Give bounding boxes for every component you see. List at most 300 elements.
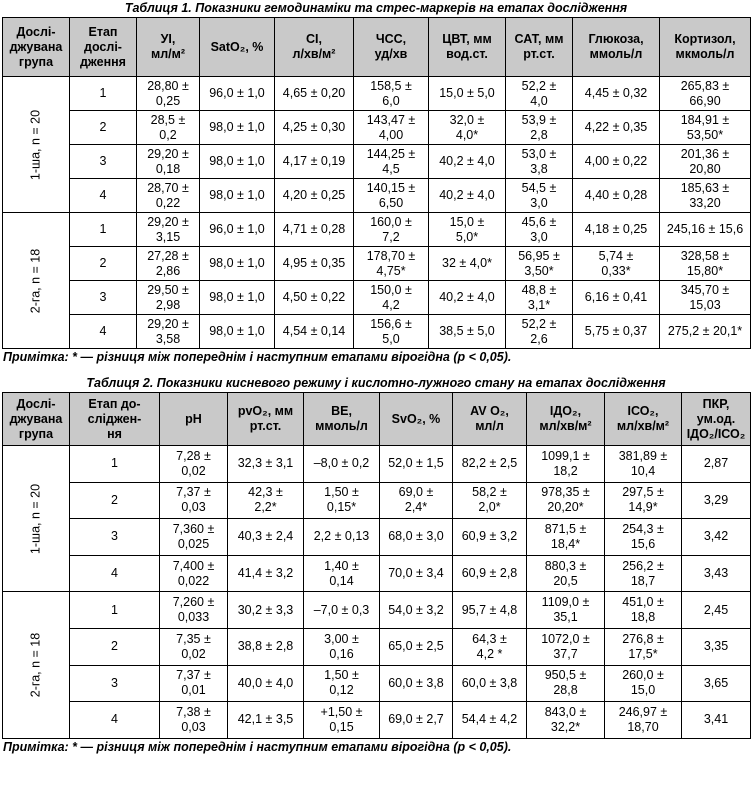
table-row	[3, 247, 751, 281]
stage-cell	[70, 111, 137, 145]
value-text: 53,9 ± 2,8	[521, 112, 557, 142]
stage-cell	[70, 519, 160, 556]
value-text: 7,35 ± 0,02	[176, 631, 211, 661]
value-cell	[228, 665, 304, 702]
stage-number: 4	[111, 712, 118, 727]
value-cell	[506, 77, 573, 111]
value-cell	[660, 315, 751, 349]
value-cell	[527, 482, 605, 519]
stage-number: 3	[99, 290, 107, 304]
value-cell	[380, 446, 453, 483]
value-cell	[605, 482, 682, 519]
table-row	[3, 446, 751, 483]
value-cell	[137, 111, 200, 145]
stage-cell	[70, 179, 137, 213]
value-cell	[605, 628, 682, 665]
table2-header-be: ВЕ, ммоль/л	[304, 393, 380, 446]
value-text: 184,91 ± 53,50*	[680, 112, 730, 142]
value-text: 156,6 ± 5,0	[370, 316, 412, 346]
value-text: 52,2 ± 2,6	[521, 316, 557, 346]
value-cell	[682, 665, 751, 702]
value-text: 4,65 ± 0,20	[282, 86, 346, 100]
value-text: 245,16 ± 15,6	[666, 222, 744, 236]
value-text: 58,2 ± 2,0*	[472, 485, 507, 515]
value-text: 143,47 ± 4,00	[366, 112, 416, 142]
table2	[2, 392, 751, 739]
table1-note: Примітка: * — різниця між попереднім і наступним етапами вірогідна (р < 0,05).	[3, 350, 512, 364]
value-text: 3,43	[703, 566, 729, 581]
value-cell	[682, 482, 751, 519]
table1-header-ui: УІ, мл/м²	[137, 18, 200, 77]
value-text: 38,5 ± 5,0	[439, 324, 495, 338]
table2-header-pkr: ПКР, ум.од. ІДО₂/ІСО₂	[682, 393, 751, 446]
value-text: 60,0 ± 3,8	[388, 675, 444, 690]
value-text: 98,0 ± 1,0	[209, 324, 265, 338]
table1-caption: Таблиця 1. Показники гемодинаміки та стрес-маркерів на етапах дослідження	[124, 1, 628, 15]
value-cell	[527, 519, 605, 556]
value-text: 60,9 ± 3,2	[461, 529, 518, 544]
stage-number: 2	[111, 639, 118, 654]
value-cell	[354, 281, 429, 315]
table1-header-row	[3, 18, 751, 77]
value-cell	[573, 145, 660, 179]
value-text: 2,2 ± 0,13	[313, 529, 370, 544]
value-text: 98,0 ± 1,0	[209, 120, 265, 134]
value-text: 70,0 ± 3,4	[388, 566, 444, 581]
value-text: 4,20 ± 0,25	[282, 188, 346, 202]
value-cell	[275, 213, 354, 247]
value-text: 96,0 ± 1,0	[209, 86, 265, 100]
value-text: 69,0 ± 2,7	[388, 712, 444, 727]
value-cell	[200, 315, 275, 349]
value-cell	[682, 628, 751, 665]
value-text: 1,40 ± 0,14	[324, 558, 359, 588]
value-cell	[682, 702, 751, 739]
value-cell	[573, 315, 660, 349]
value-text: 29,20 ± 0,18	[147, 146, 189, 176]
table2-caption: Таблиця 2. Показники кисневого режиму і кислотно-лужного стану на етапах дослідження	[86, 376, 666, 390]
value-text: 880,3 ± 20,5	[544, 558, 587, 588]
value-cell	[137, 213, 200, 247]
value-text: 345,70 ± 15,03	[680, 282, 730, 312]
stage-number: 2	[111, 492, 118, 507]
value-text: 2,45	[703, 602, 729, 617]
value-text: 140,15 ± 6,50	[366, 180, 416, 210]
value-cell	[137, 179, 200, 213]
stage-number: 1	[99, 222, 107, 236]
value-text: 4,95 ± 0,35	[282, 256, 346, 270]
stage-cell	[70, 446, 160, 483]
value-text: 7,37 ± 0,01	[176, 668, 211, 698]
value-cell	[429, 111, 506, 145]
table1-header-map: САТ, мм рт.ст.	[506, 18, 573, 77]
stage-number: 3	[111, 529, 118, 544]
value-text: 40,2 ± 4,0	[439, 290, 495, 304]
value-text: 4,00 ± 0,22	[584, 154, 648, 168]
value-cell	[380, 555, 453, 592]
value-cell	[275, 281, 354, 315]
value-text: 53,0 ± 3,8	[521, 146, 557, 176]
value-cell	[453, 665, 527, 702]
value-text: 4,18 ± 0,25	[584, 222, 648, 236]
stage-number: 2	[99, 120, 107, 134]
value-text: 54,0 ± 3,2	[388, 602, 444, 617]
value-text: 98,0 ± 1,0	[209, 290, 265, 304]
value-text: 3,35	[703, 639, 729, 654]
value-text: 30,2 ± 3,3	[237, 602, 294, 617]
value-text: 4,71 ± 0,28	[282, 222, 346, 236]
stage-cell	[70, 213, 137, 247]
value-text: 32 ± 4,0*	[442, 256, 492, 270]
value-cell	[275, 179, 354, 213]
group-label-cell	[3, 592, 70, 738]
value-cell	[160, 482, 228, 519]
value-text: 29,50 ± 2,98	[147, 282, 189, 312]
value-cell	[660, 77, 751, 111]
value-cell	[527, 702, 605, 739]
value-text: 275,2 ± 20,1*	[667, 324, 743, 338]
stage-cell	[70, 77, 137, 111]
value-cell	[682, 446, 751, 483]
table-row	[3, 665, 751, 702]
value-text: 32,0 ± 4,0*	[449, 112, 485, 142]
value-cell	[200, 213, 275, 247]
value-cell	[527, 592, 605, 629]
value-cell	[228, 702, 304, 739]
value-text: 42,1 ± 3,5	[237, 712, 294, 727]
table-row	[3, 145, 751, 179]
value-cell	[354, 179, 429, 213]
stage-cell	[70, 145, 137, 179]
value-text: 4,54 ± 0,14	[282, 324, 346, 338]
stage-cell	[70, 628, 160, 665]
value-cell	[275, 315, 354, 349]
value-cell	[660, 111, 751, 145]
table1-header-glucose: Глюкоза, ммоль/л	[573, 18, 660, 77]
table2-note: Примітка: * — різниця між попереднім і наступним етапами вірогідна (р < 0,05).	[3, 739, 512, 754]
value-cell	[527, 555, 605, 592]
stage-cell	[70, 665, 160, 702]
value-text: 41,4 ± 3,2	[237, 566, 294, 581]
table-row	[3, 281, 751, 315]
value-text: 60,0 ± 3,8	[461, 675, 518, 690]
table2-header-ico2: ІСО₂, мл/хв/м²	[605, 393, 682, 446]
value-cell	[506, 315, 573, 349]
value-cell	[275, 77, 354, 111]
value-text: 160,0 ± 7,2	[370, 214, 412, 244]
group-label-cell	[3, 77, 70, 213]
value-cell	[573, 179, 660, 213]
value-cell	[660, 213, 751, 247]
value-cell	[660, 179, 751, 213]
table-row	[3, 702, 751, 739]
value-cell	[354, 315, 429, 349]
value-cell	[573, 281, 660, 315]
value-cell	[429, 281, 506, 315]
value-cell	[200, 247, 275, 281]
value-text: 54,4 ± 4,2	[461, 712, 518, 727]
value-text: 254,3 ± 15,6	[622, 521, 664, 551]
value-cell	[429, 315, 506, 349]
table-row	[3, 628, 751, 665]
value-cell	[682, 592, 751, 629]
value-cell	[200, 77, 275, 111]
value-text: –7,0 ± 0,3	[313, 602, 370, 617]
table1-header-sato2: SatO₂, %	[200, 18, 275, 77]
value-text: 265,83 ± 66,90	[680, 78, 730, 108]
value-text: 7,38 ± 0,03	[176, 704, 211, 734]
stage-number: 1	[111, 602, 118, 617]
value-text: 15,0 ± 5,0*	[449, 214, 485, 244]
value-cell	[605, 592, 682, 629]
value-cell	[453, 446, 527, 483]
table-row	[3, 213, 751, 247]
stage-number: 4	[111, 566, 118, 581]
value-cell	[304, 555, 380, 592]
value-text: 950,5 ± 28,8	[544, 668, 587, 698]
value-cell	[160, 702, 228, 739]
value-text: 2,87	[703, 456, 729, 471]
value-text: 4,25 ± 0,30	[282, 120, 346, 134]
value-text: 28,80 ± 0,25	[147, 78, 189, 108]
value-cell	[275, 247, 354, 281]
value-text: 98,0 ± 1,0	[209, 188, 265, 202]
value-text: 82,2 ± 2,5	[461, 456, 518, 471]
group-label: 1-ша, n = 20	[28, 109, 43, 180]
value-text: 96,0 ± 1,0	[209, 222, 265, 236]
value-cell	[160, 555, 228, 592]
value-cell	[354, 111, 429, 145]
value-text: 4,22 ± 0,35	[584, 120, 648, 134]
value-text: 4,40 ± 0,28	[584, 188, 648, 202]
stage-number: 4	[99, 188, 107, 202]
value-text: 1099,1 ± 18,2	[541, 448, 590, 478]
stage-number: 3	[111, 675, 118, 690]
value-text: 28,5 ± 0,2	[150, 112, 186, 142]
stage-number: 1	[99, 86, 107, 100]
value-text: 381,89 ± 10,4	[618, 448, 668, 478]
stage-cell	[70, 281, 137, 315]
value-cell	[429, 247, 506, 281]
stage-number: 1	[111, 456, 118, 471]
value-text: 150,0 ± 4,2	[370, 282, 412, 312]
value-cell	[453, 702, 527, 739]
table-row	[3, 179, 751, 213]
value-text: 29,20 ± 3,15	[147, 214, 189, 244]
value-text: 843,0 ± 32,2*	[544, 704, 587, 734]
value-text: 3,41	[703, 712, 729, 727]
value-cell	[380, 592, 453, 629]
value-cell	[354, 247, 429, 281]
value-cell	[660, 281, 751, 315]
value-cell	[380, 519, 453, 556]
value-text: 38,8 ± 2,8	[237, 639, 294, 654]
value-cell	[660, 247, 751, 281]
stage-number: 4	[99, 324, 107, 338]
table-row	[3, 77, 751, 111]
value-text: 60,9 ± 2,8	[461, 566, 518, 581]
table2-body	[3, 446, 751, 739]
table2-header-avo2: AV O₂, мл/л	[453, 393, 527, 446]
value-text: 7,360 ± 0,025	[172, 521, 215, 551]
value-cell	[228, 592, 304, 629]
value-cell	[453, 628, 527, 665]
value-text: 4,45 ± 0,32	[584, 86, 648, 100]
value-text: 68,0 ± 3,0	[388, 529, 444, 544]
value-cell	[160, 446, 228, 483]
value-cell	[605, 702, 682, 739]
value-cell	[200, 281, 275, 315]
value-cell	[200, 179, 275, 213]
value-cell	[304, 592, 380, 629]
value-cell	[453, 555, 527, 592]
value-text: 1,50 ± 0,12	[324, 668, 359, 698]
table1-header-group: Дослі- джувана група	[3, 18, 70, 77]
value-text: 7,28 ± 0,02	[176, 448, 211, 478]
value-text: 978,35 ± 20,20*	[541, 485, 590, 515]
value-text: 40,2 ± 4,0	[439, 154, 495, 168]
value-cell	[605, 519, 682, 556]
value-cell	[573, 111, 660, 145]
table-row	[3, 111, 751, 145]
value-cell	[453, 592, 527, 629]
value-cell	[429, 77, 506, 111]
value-cell	[137, 281, 200, 315]
table-row	[3, 592, 751, 629]
value-text: 40,3 ± 2,4	[237, 529, 294, 544]
value-cell	[527, 628, 605, 665]
value-text: 95,7 ± 4,8	[461, 602, 518, 617]
value-text: 54,5 ± 3,0	[521, 180, 557, 210]
value-cell	[275, 145, 354, 179]
value-cell	[380, 482, 453, 519]
value-cell	[354, 77, 429, 111]
value-cell	[228, 628, 304, 665]
value-text: 98,0 ± 1,0	[209, 256, 265, 270]
value-cell	[506, 145, 573, 179]
value-cell	[380, 628, 453, 665]
value-cell	[304, 665, 380, 702]
value-cell	[429, 145, 506, 179]
value-text: 42,3 ± 2,2*	[248, 485, 283, 515]
value-cell	[506, 179, 573, 213]
value-cell	[304, 519, 380, 556]
value-cell	[228, 482, 304, 519]
value-cell	[506, 281, 573, 315]
value-cell	[506, 111, 573, 145]
value-text: 1109,0 ± 35,1	[541, 595, 590, 625]
table-row	[3, 482, 751, 519]
value-cell	[506, 213, 573, 247]
value-cell	[304, 628, 380, 665]
value-text: 56,95 ± 3,50*	[518, 248, 560, 278]
table2-header-row	[3, 393, 751, 446]
value-text: 69,0 ± 2,4*	[398, 485, 434, 515]
value-text: 158,5 ± 6,0	[370, 78, 412, 108]
value-text: 64,3 ± 4,2 *	[472, 631, 507, 661]
value-cell	[137, 247, 200, 281]
stage-cell	[70, 592, 160, 629]
stage-cell	[70, 315, 137, 349]
group-label: 2-га, n = 18	[28, 248, 43, 313]
value-text: 40,0 ± 4,0	[237, 675, 294, 690]
value-text: 178,70 ± 4,75*	[366, 248, 416, 278]
group-label: 2-га, n = 18	[28, 632, 43, 698]
value-cell	[160, 628, 228, 665]
value-text: 185,63 ± 33,20	[680, 180, 730, 210]
group-label-cell	[3, 446, 70, 592]
table1	[2, 17, 751, 349]
value-text: 4,50 ± 0,22	[282, 290, 346, 304]
value-text: 45,6 ± 3,0	[521, 214, 557, 244]
value-text: 48,8 ± 3,1*	[521, 282, 557, 312]
value-cell	[605, 555, 682, 592]
value-text: 98,0 ± 1,0	[209, 154, 265, 168]
value-text: 3,00 ± 0,16	[324, 631, 359, 661]
value-cell	[527, 665, 605, 702]
value-cell	[228, 519, 304, 556]
value-cell	[605, 446, 682, 483]
value-text: 52,2 ± 4,0	[521, 78, 557, 108]
value-text: 871,5 ± 18,4*	[544, 521, 587, 551]
value-cell	[506, 247, 573, 281]
value-cell	[453, 482, 527, 519]
value-cell	[228, 446, 304, 483]
value-cell	[275, 111, 354, 145]
value-cell	[304, 482, 380, 519]
table1-header-hr: ЧСС, уд/хв	[354, 18, 429, 77]
value-cell	[200, 145, 275, 179]
value-text: 65,0 ± 2,5	[388, 639, 444, 654]
value-text: 4,17 ± 0,19	[282, 154, 346, 168]
stage-cell	[70, 247, 137, 281]
table2-header-ph: pH	[160, 393, 228, 446]
value-cell	[453, 519, 527, 556]
value-text: 7,260 ± 0,033	[172, 595, 215, 625]
value-cell	[200, 111, 275, 145]
value-cell	[573, 77, 660, 111]
table2-header-svo2: SvO₂, %	[380, 393, 453, 446]
value-text: 328,58 ± 15,80*	[680, 248, 730, 278]
value-text: 6,16 ± 0,41	[584, 290, 648, 304]
value-cell	[660, 145, 751, 179]
table1-header-cortisol: Кортизол, мкмоль/л	[660, 18, 751, 77]
value-cell	[228, 555, 304, 592]
value-text: 1,50 ± 0,15*	[324, 485, 359, 515]
value-text: 3,29	[703, 492, 729, 507]
stage-cell	[70, 702, 160, 739]
value-cell	[682, 555, 751, 592]
value-cell	[304, 702, 380, 739]
value-text: 40,2 ± 4,0	[439, 188, 495, 202]
stage-number: 3	[99, 154, 107, 168]
value-text: 246,97 ± 18,70	[618, 704, 668, 734]
value-text: 451,0 ± 18,8	[622, 595, 664, 625]
table-row	[3, 315, 751, 349]
value-cell	[160, 592, 228, 629]
value-text: 32,3 ± 3,1	[237, 456, 294, 471]
value-text: 52,0 ± 1,5	[388, 456, 444, 471]
value-cell	[573, 247, 660, 281]
value-cell	[160, 665, 228, 702]
value-text: 260,0 ± 15,0	[622, 668, 664, 698]
value-text: –8,0 ± 0,2	[313, 456, 370, 471]
value-cell	[429, 213, 506, 247]
table1-header-si: СІ, л/хв/м²	[275, 18, 354, 77]
value-cell	[380, 702, 453, 739]
table-row	[3, 555, 751, 592]
value-cell	[380, 665, 453, 702]
